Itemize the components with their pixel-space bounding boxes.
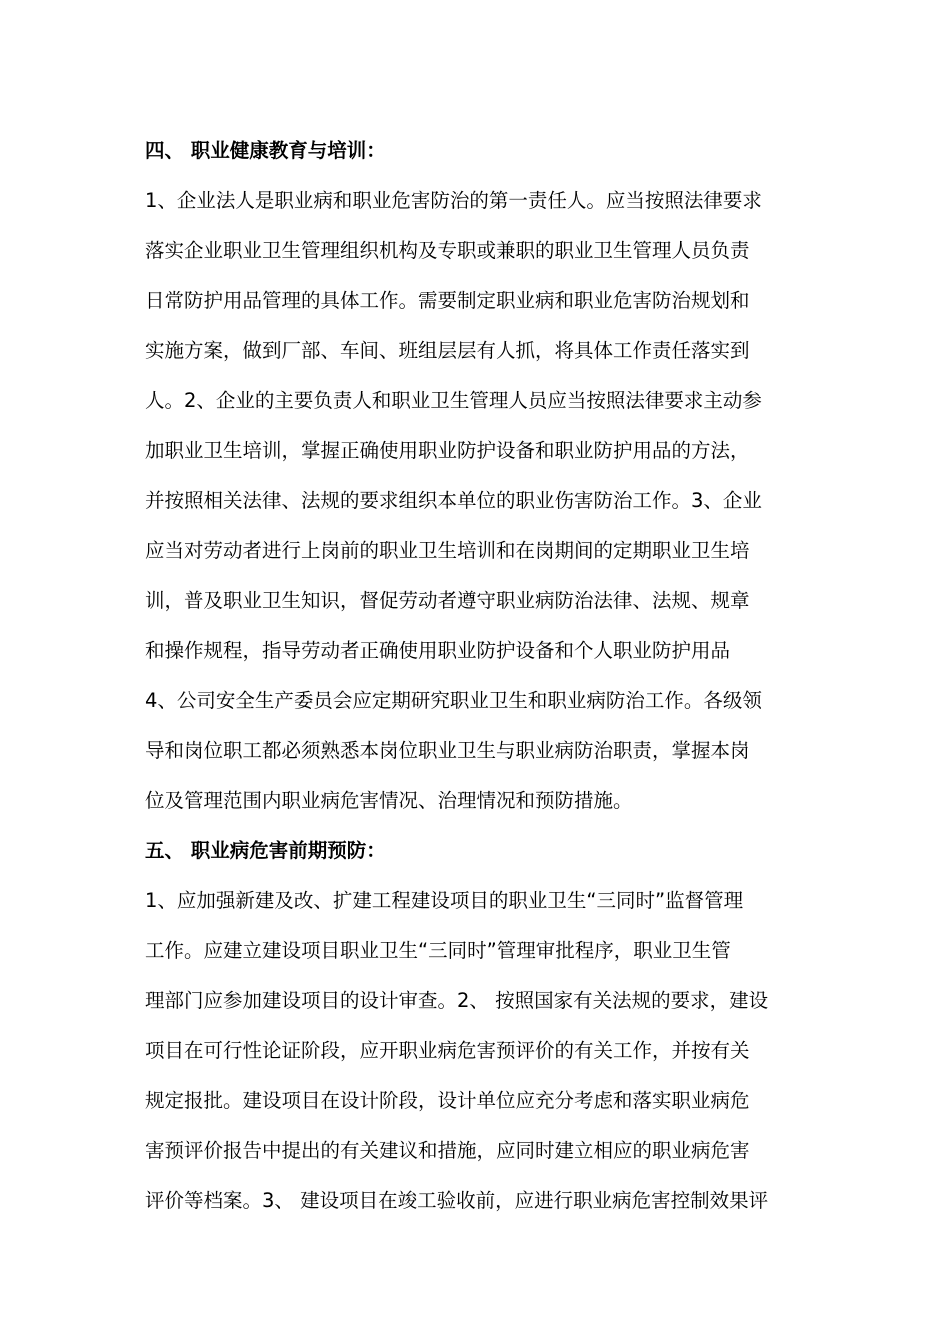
section-4-line: 加职业卫生培训，掌握正确使用职业防护设备和职业防护用品的方法， (145, 439, 750, 462)
section-5-line: 工作。应建立建设项目职业卫生“三同时”管理审批程序，职业卫生管 (145, 939, 731, 962)
section-4-heading: 四、 职业健康教育与培训： (145, 139, 386, 162)
section-5-heading: 五、 职业病危害前期预防： (145, 839, 386, 862)
section-5-line: 1、应加强新建及改、扩建工程建设项目的职业卫生“三同时”监督管理 (145, 889, 744, 912)
section-5-line: 项目在可行性论证阶段，应开职业病危害预评价的有关工作，并按有关 (145, 1039, 750, 1062)
section-4-line: 实施方案，做到厂部、车间、班组层层有人抓，将具体工作责任落实到 (145, 339, 750, 362)
section-4-line: 人。2、企业的主要负责人和职业卫生管理人员应当按照法律要求主动参 (145, 389, 762, 412)
section-4-line: 落实企业职业卫生管理组织机构及专职或兼职的职业卫生管理人员负责 (145, 239, 750, 262)
section-5-line: 害预评价报告中提出的有关建议和措施，应同时建立相应的职业病危害 (145, 1139, 750, 1162)
section-4-line: 日常防护用品管理的具体工作。需要制定职业病和职业危害防治规划和 (145, 289, 750, 312)
section-4-line: 和操作规程，指导劳动者正确使用职业防护设备和个人职业防护用品 (145, 639, 731, 662)
section-4-line: 应当对劳动者进行上岗前的职业卫生培训和在岗期间的定期职业卫生培 (145, 539, 750, 562)
section-4-line: 导和岗位职工都必须熟悉本岗位职业卫生与职业病防治职责，掌握本岗 (145, 739, 750, 762)
section-4-line: 并按照相关法律、法规的要求组织本单位的职业伤害防治工作。3、企业 (145, 489, 762, 512)
section-4-line: 位及管理范围内职业病危害情况、治理情况和预防措施。 (145, 789, 633, 812)
section-4-line: 1、企业法人是职业病和职业危害防治的第一责任人。应当按照法律要求 (145, 189, 762, 212)
section-5-line: 评价等档案。3、 建设项目在竣工验收前，应进行职业病危害控制效果评 (145, 1189, 769, 1212)
section-4-line: 训，普及职业卫生知识，督促劳动者遵守职业病防治法律、法规、规章 (145, 589, 750, 612)
section-4-line: 4、公司安全生产委员会应定期研究职业卫生和职业病防治工作。各级领 (145, 689, 762, 712)
section-5-line: 理部门应参加建设项目的设计审查。2、 按照国家有关法规的要求，建设 (145, 989, 769, 1012)
section-5-line: 规定报批。建设项目在设计阶段，设计单位应充分考虑和落实职业病危 (145, 1089, 750, 1112)
